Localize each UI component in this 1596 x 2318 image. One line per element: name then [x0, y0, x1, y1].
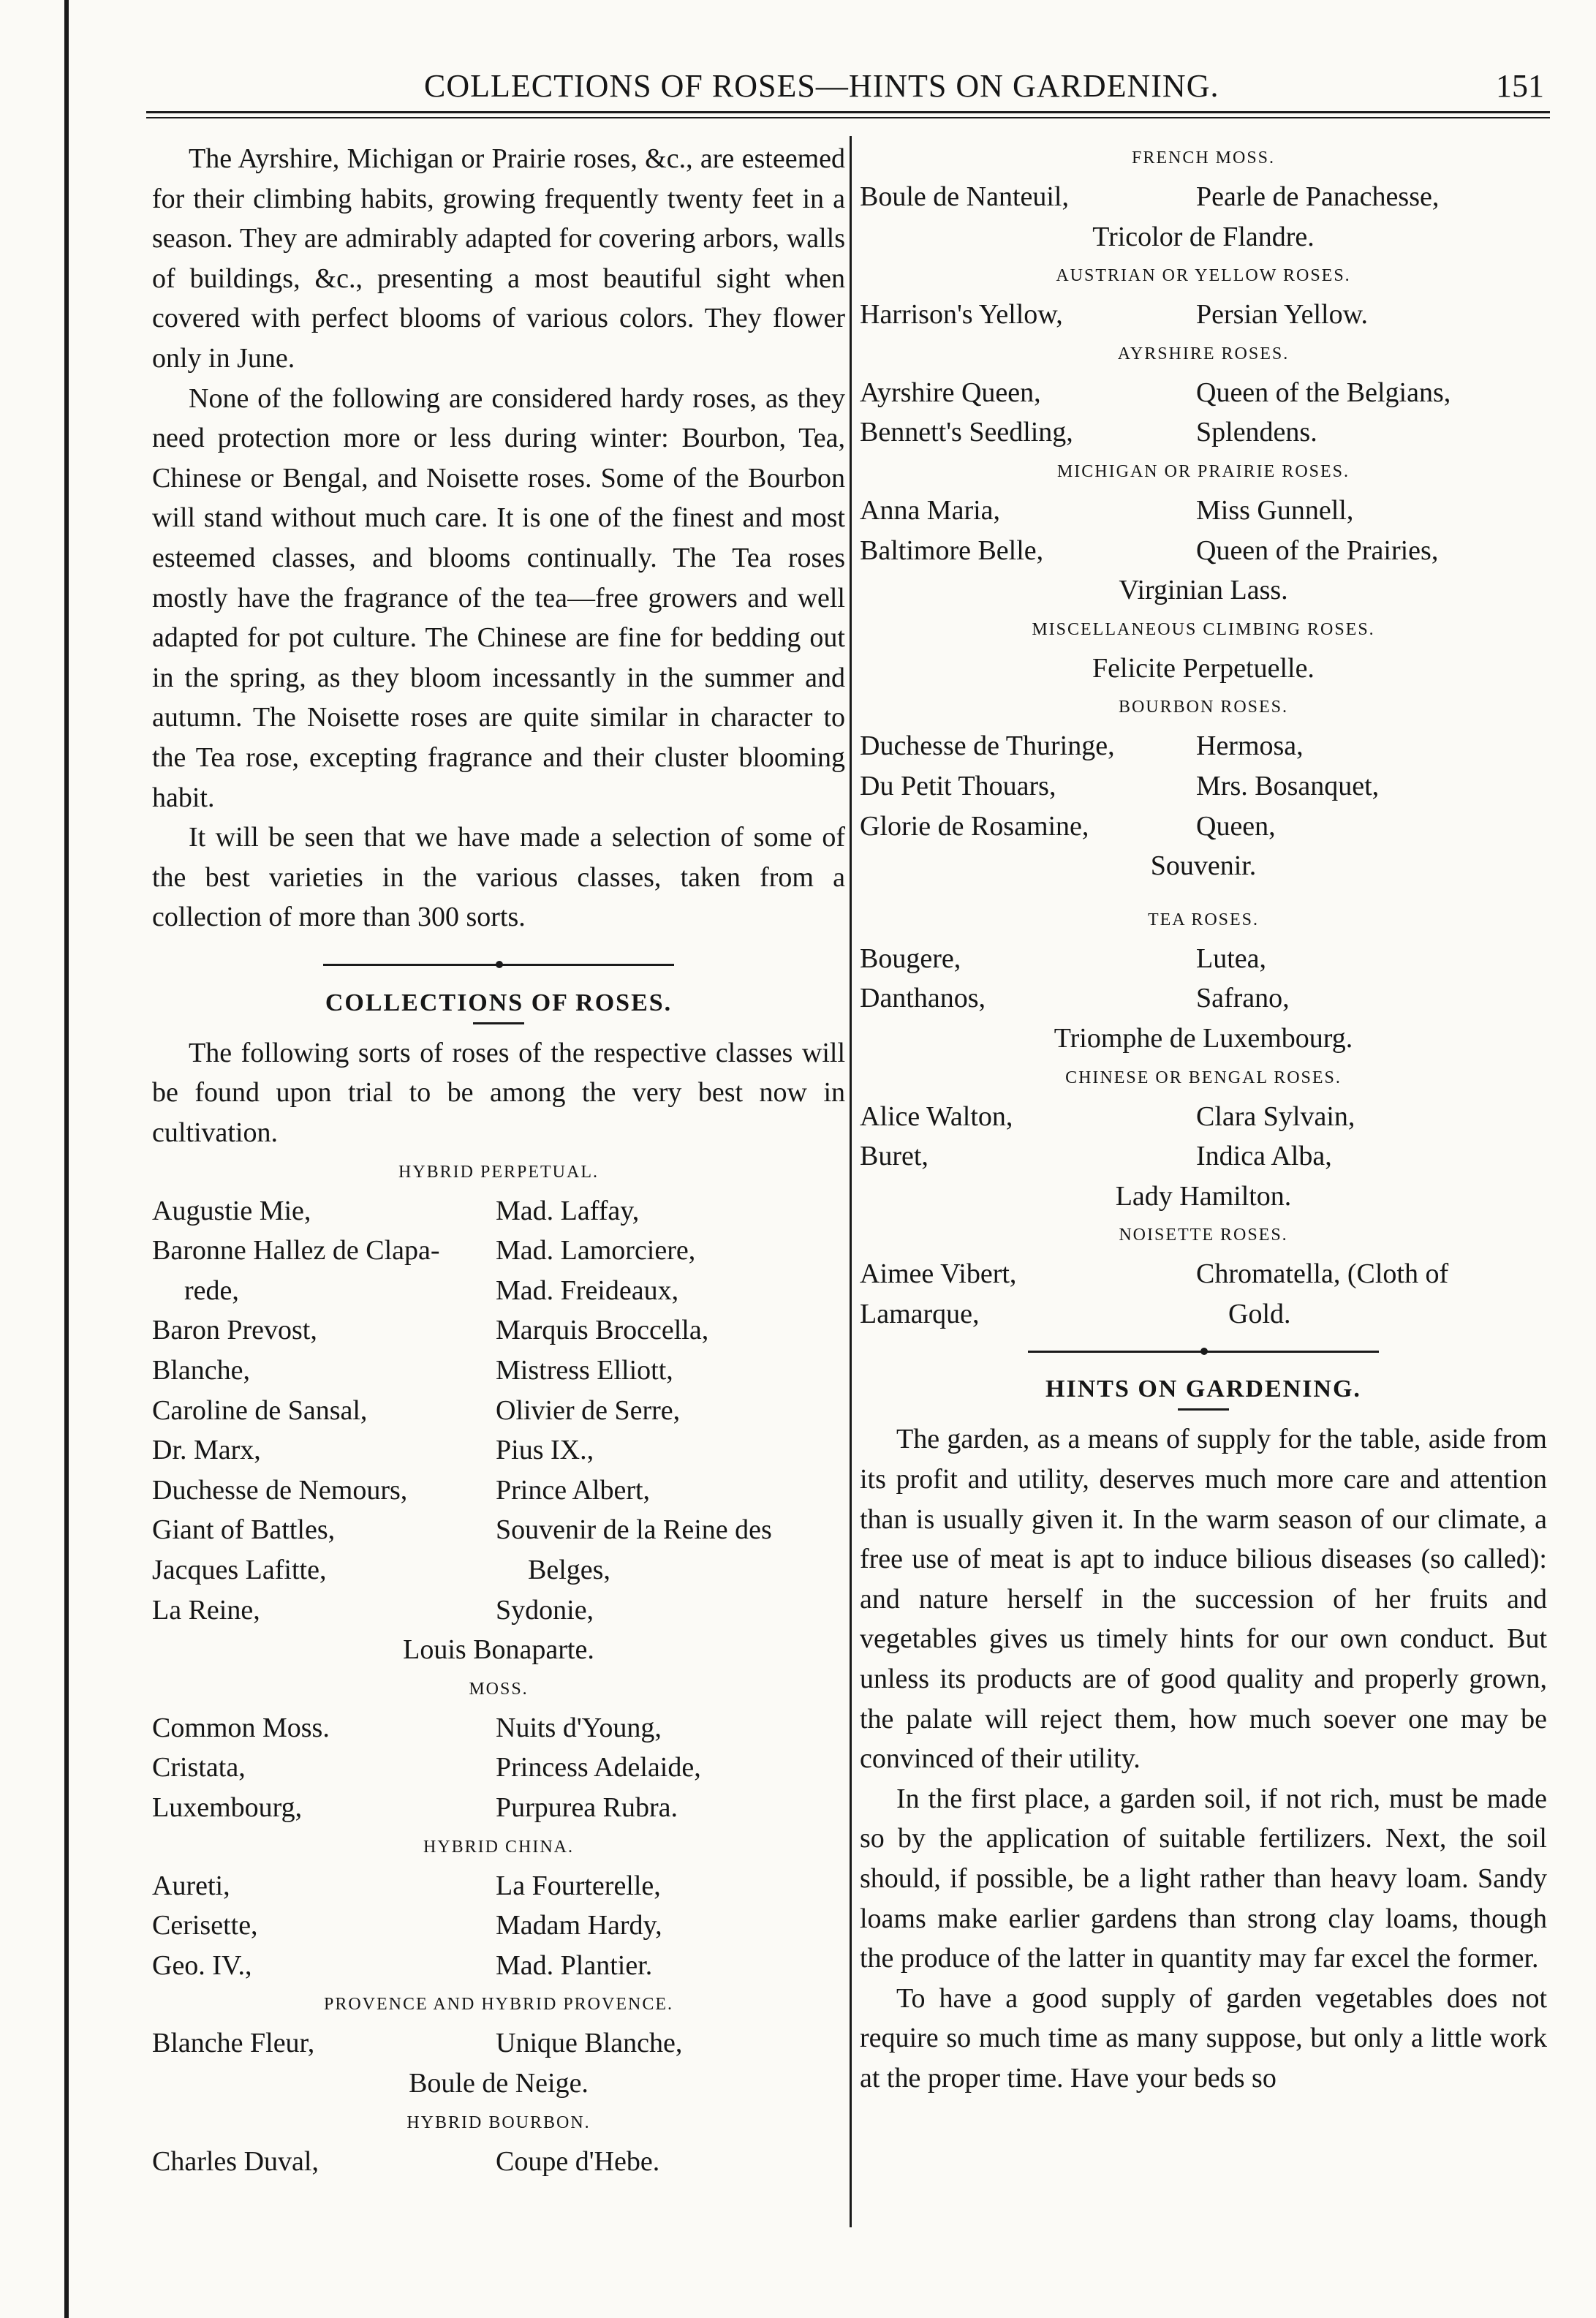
rose-name: Mad. Plantier. — [496, 1949, 653, 1981]
heading-underline — [1178, 1408, 1229, 1411]
provence-heading: PROVENCE AND HYBRID PROVENCE. — [323, 1995, 674, 2015]
rose-name: Caroline de Sansal, — [152, 1394, 368, 1426]
collections-intro: The following sorts of roses of the respective classes will be found upon trial to be among the very best now in cultivation. — [152, 1037, 845, 1149]
rose-name: Mad. Lamorciere, — [496, 1235, 696, 1266]
rose-name: Geo. IV., — [152, 1949, 252, 1981]
french-moss-list — [860, 177, 1547, 217]
rose-name: Alice Walton, — [860, 1101, 1013, 1132]
gardening-paragraph-1: The garden, as a means of supply for the table, aside from its profit and utility, deserves much more care and attention than is usually given it. In the warm season of our climate, a free use of meat is apt to induce bilious diseases (so called): and nature herself in the succession of her fruits and vegetables gives us timely hints for our own conduct. But unless its products are of good quality and properly grown, the palate will reject them, how much soever one may be convinced of their utility. — [860, 1424, 1547, 1775]
rose-name-centered: Triomphe de Luxembourg. — [1054, 1022, 1353, 1054]
rose-name: Lamarque, — [860, 1298, 980, 1329]
austrian-list — [860, 295, 1547, 335]
rose-name: Du Petit Thouars, — [860, 770, 1056, 801]
hybrid-china-heading: HYBRID CHINA. — [423, 1837, 574, 1857]
rose-name: Pearle de Panachesse, — [1196, 181, 1440, 212]
rose-name-centered: Virginian Lass. — [1119, 575, 1288, 606]
left-column — [152, 139, 845, 2181]
rose-name: Hermosa, — [1196, 730, 1304, 762]
tea-heading: TEA ROSES. — [1147, 910, 1260, 929]
rose-name: Ayrshire Queen, — [860, 377, 1041, 408]
rose-name: Baronne Hallez de Clapa- — [152, 1235, 440, 1266]
header-rule-bottom — [146, 117, 1550, 118]
rose-name: Charles Duval, — [152, 2145, 319, 2177]
intro-paragraph-1: The Ayrshire, Michigan or Prairie roses, &c., are esteemed for their climbing habits, growing frequently twenty feet in a season. They are admirably adapted for covering arbors, walls of buildings, &c., presenting a most beautiful sight when covered with perfect blooms of various colors. They flower only in June. — [152, 143, 845, 374]
ayrshire-heading: AYRSHIRE ROSES. — [1117, 344, 1290, 363]
rose-name: rede, — [184, 1275, 239, 1306]
rose-name: Harrison's Yellow, — [860, 299, 1063, 331]
rose-name: Indica Alba, — [1196, 1141, 1332, 1172]
rose-name: Nuits d'Young, — [496, 1712, 662, 1743]
rose-name: Madam Hardy, — [496, 1910, 662, 1941]
rose-name: Blanche Fleur, — [152, 2028, 315, 2059]
spacer — [860, 886, 1547, 901]
collections-heading: COLLECTIONS OF ROSES. — [325, 989, 673, 1016]
page-edge-rule — [64, 0, 69, 2318]
austrian-heading: AUSTRIAN OR YELLOW ROSES. — [1056, 266, 1351, 286]
rose-name: Chromatella, (Cloth of — [1196, 1258, 1449, 1290]
french-moss-heading: FRENCH MOSS. — [1131, 148, 1276, 167]
rose-name: Olivier de Serre, — [496, 1394, 681, 1426]
section-ornament — [152, 951, 845, 980]
rose-name-centered: Lady Hamilton. — [1115, 1180, 1292, 1212]
hybrid-perpetual-list — [152, 1191, 845, 1631]
rose-name: Boule de Nanteuil, — [860, 181, 1069, 212]
intro-paragraph-3: It will be seen that we have made a selection of some of the best varieties in the various classes, taken from a collection of more than 300 sorts. — [152, 822, 845, 933]
rose-name: Mistress Elliott, — [496, 1355, 673, 1386]
rose-name: Jacques Lafitte, — [152, 1555, 327, 1585]
heading-underline — [473, 1022, 524, 1024]
rose-name: Marquis Broccella, — [496, 1315, 709, 1346]
rose-name: Cerisette, — [152, 1910, 258, 1941]
intro-paragraph-2: None of the following are considered hardy roses, as they need protection more or less during winter: Bourbon, Tea, Chinese or Bengal, and Noisette roses. Some of the Bourbon will stand without much care. It is one of the finest and most esteemed classes, and blooms continually. The Tea roses mostly have the fragrance of the tea—free growers and well adapted for pot culture. The Chinese are fine for bedding out in the spring, as they bloom incessantly in the summer and autumn. The Noisette roses are quite similar in character to the Tea rose, excepting fragrance and their cluster blooming habit. — [152, 382, 845, 813]
moss-heading: MOSS. — [469, 1679, 529, 1699]
rose-name: Blanche, — [152, 1355, 251, 1386]
rose-name: Souvenir de la Reine des — [496, 1514, 772, 1546]
tea-list — [860, 939, 1547, 1019]
bourbon-list — [860, 726, 1547, 846]
rose-name: Aimee Vibert, — [860, 1258, 1017, 1290]
rose-name: Clara Sylvain, — [1196, 1101, 1355, 1132]
hybrid-bourbon-heading: HYBRID BOURBON. — [406, 2113, 591, 2132]
rose-name-centered: Louis Bonaparte. — [403, 1634, 594, 1666]
running-header — [146, 67, 1550, 111]
rose-name: Cristata, — [152, 1752, 246, 1783]
provence-list — [152, 2023, 845, 2064]
rose-name: Pius IX., — [496, 1435, 594, 1466]
misc-climbing-heading: MISCELLANEOUS CLIMBING ROSES. — [1032, 619, 1375, 639]
header-rule-top — [146, 111, 1550, 113]
noisette-list — [860, 1254, 1547, 1334]
rose-name: Bennett's Seedling, — [860, 417, 1073, 448]
rose-name: La Fourterelle, — [496, 1870, 661, 1901]
bourbon-heading: BOURBON ROSES. — [1118, 698, 1289, 717]
hybrid-bourbon-list — [152, 2142, 845, 2182]
rose-name: Baltimore Belle, — [860, 535, 1044, 566]
rose-name: Purpurea Rubra. — [496, 1792, 678, 1823]
rose-name: Duchesse de Nemours, — [152, 1474, 408, 1506]
rose-name: Glorie de Rosamine, — [860, 810, 1089, 842]
michigan-heading: MICHIGAN OR PRAIRIE ROSES. — [1056, 461, 1350, 481]
rose-name: Bougere, — [860, 943, 961, 974]
rose-name-centered: Souvenir. — [1150, 850, 1257, 882]
rose-name: Augustie Mie, — [152, 1195, 311, 1226]
noisette-heading: NOISETTE ROSES. — [1119, 1226, 1288, 1245]
rose-name: Princess Adelaide, — [496, 1752, 701, 1783]
rose-name: Baron Prevost, — [152, 1315, 317, 1346]
column-divider — [850, 136, 852, 2227]
rose-name-centered: Felicite Perpetuelle. — [1092, 652, 1315, 684]
page-number: 151 — [1496, 68, 1544, 104]
chinese-heading: CHINESE OR BENGAL ROSES. — [1065, 1068, 1342, 1087]
michigan-list — [860, 491, 1547, 570]
rose-name: Unique Blanche, — [496, 2028, 683, 2059]
right-column — [860, 139, 1547, 2099]
rose-name: Queen, — [1196, 810, 1276, 842]
rose-name: La Reine, — [152, 1594, 260, 1626]
rose-name: Queen of the Belgians, — [1196, 377, 1451, 408]
rose-name: Safrano, — [1196, 983, 1290, 1014]
gardening-heading: HINTS ON GARDENING. — [1045, 1375, 1361, 1403]
rose-name-centered: Tricolor de Flandre. — [1092, 221, 1315, 252]
rose-name: Buret, — [860, 1141, 929, 1172]
rose-name: Splendens. — [1196, 417, 1317, 448]
moss-list — [152, 1708, 845, 1828]
gardening-paragraph-3: To have a good supply of garden vegetables does not require so much time as many suppose, but only a little work at the proper time. Have your beds so — [860, 1982, 1547, 2094]
hybrid-perpetual-heading: HYBRID PERPETUAL. — [398, 1162, 599, 1182]
page-title: COLLECTIONS OF ROSES—HINTS ON GARDENING. — [424, 68, 1219, 104]
rose-name: Giant of Battles, — [152, 1514, 336, 1546]
ayrshire-list — [860, 373, 1547, 453]
rose-name: Mad. Laffay, — [496, 1195, 640, 1226]
rose-name: Dr. Marx, — [152, 1435, 261, 1466]
rose-name: Coupe d'Hebe. — [496, 2145, 660, 2177]
rose-name: Sydonie, — [496, 1594, 594, 1626]
hybrid-china-list — [152, 1866, 845, 1986]
rose-name: Queen of the Prairies, — [1196, 535, 1439, 566]
chinese-list — [860, 1097, 1547, 1177]
rose-name: Mad. Freideaux, — [496, 1275, 679, 1306]
rose-name: Persian Yellow. — [1196, 299, 1369, 331]
rose-name: Anna Maria, — [860, 494, 1001, 526]
rose-name: Gold. — [1228, 1298, 1291, 1329]
section-ornament — [860, 1337, 1547, 1366]
rose-name: Common Moss. — [152, 1712, 330, 1743]
rose-name: Duchesse de Thuringe, — [860, 730, 1115, 762]
rose-name: Prince Albert, — [496, 1474, 651, 1506]
gardening-paragraph-2: In the first place, a garden soil, if not rich, must be made so by the application of suitable fertilizers. Next, the soil should, if possible, be a light rather than heavy loam. Sandy loams make earlier gardens than strong clay loams, though the produce of the latter in quantity may far excel the former. — [860, 1783, 1547, 1974]
rose-name: Mrs. Bosanquet, — [1196, 770, 1380, 801]
rose-name: Aureti, — [152, 1870, 230, 1901]
rose-name: Luxembourg, — [152, 1792, 303, 1823]
rose-name-centered: Boule de Neige. — [409, 2067, 589, 2099]
rose-name: Danthanos, — [860, 983, 986, 1014]
rose-name: Miss Gunnell, — [1196, 494, 1354, 526]
rose-name: Belges, — [528, 1555, 610, 1585]
rose-name: Lutea, — [1196, 943, 1267, 974]
